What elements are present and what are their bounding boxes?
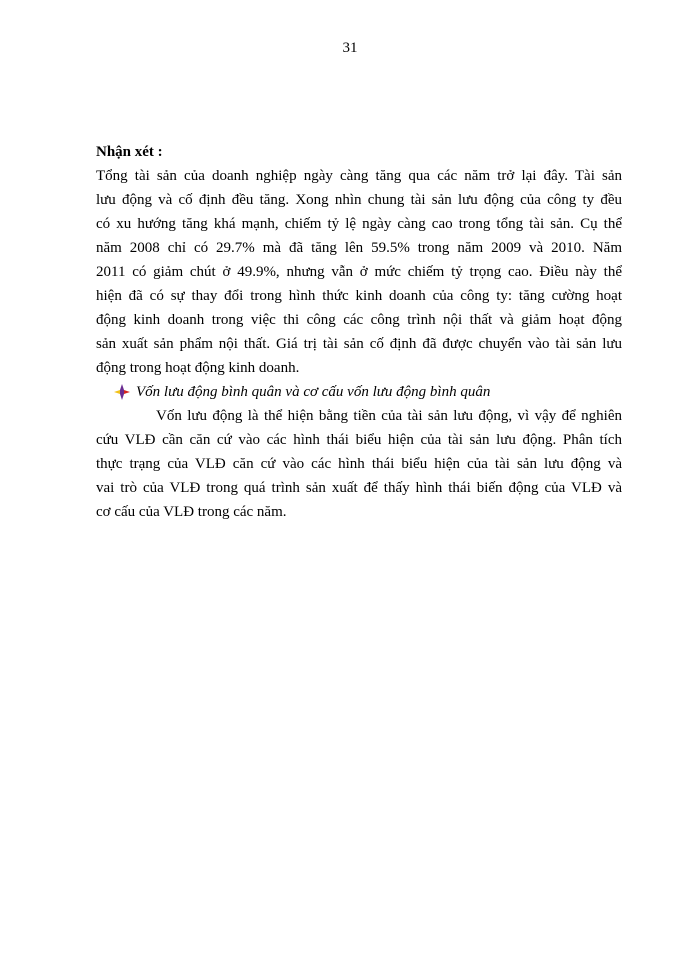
text-line: Vốn lưu động là thể hiện bằng tiền của tài sản lưu động, vì vậy để nghiên bbox=[156, 408, 622, 424]
section-heading: Nhận xét : bbox=[96, 144, 163, 160]
text-line: thực trạng của VLĐ căn cứ vào các hình thái biểu hiện của tài sản lưu động và bbox=[96, 456, 622, 472]
text-line: động trong hoạt động kinh doanh. bbox=[96, 360, 300, 376]
text-line: động kinh doanh trong việc thi công các công trình nội thất và giảm hoạt động bbox=[96, 312, 622, 328]
text-line: có xu hướng tăng khá mạnh, chiếm tỷ lệ ngày càng cao trong tổng tài sản. Cụ thể bbox=[96, 216, 622, 232]
sub-heading bbox=[96, 380, 622, 404]
text-line: hiện đã có sự thay đổi trong hình thức kinh doanh của công ty: tăng cường hoạt bbox=[96, 288, 622, 304]
text-line: cứu VLĐ cần căn cứ vào các hình thái biểu hiện của tài sản lưu động. Phân tích bbox=[96, 432, 622, 448]
text-line: cơ cấu của VLĐ trong các năm. bbox=[96, 504, 287, 520]
text-line: 2011 có giảm chút ở 49.9%, nhưng vẫn ở mức chiếm tỷ trọng cao. Điều này thể bbox=[96, 264, 622, 280]
page-number: 31 bbox=[342, 40, 358, 56]
four-arrows-icon bbox=[114, 384, 130, 400]
page-content bbox=[96, 140, 622, 524]
paragraph-working-capital bbox=[96, 404, 622, 524]
text-line: Tổng tài sản của doanh nghiệp ngày càng tăng qua các năm trở lại đây. Tài sản bbox=[96, 168, 622, 184]
text-line: vai trò của VLĐ trong quá trình sản xuất để thấy hình thái biến động của VLĐ và bbox=[96, 480, 622, 496]
text-line: năm 2008 chỉ có 29.7% mà đã tăng lên 59.5% trong năm 2009 và 2010. Năm bbox=[96, 240, 622, 256]
paragraph-summary bbox=[96, 164, 622, 380]
sub-heading-text: Vốn lưu động bình quân và cơ cấu vốn lưu động bình quân bbox=[136, 384, 491, 400]
text-line: sản xuất sản phẩm nội thất. Giá trị tài sản cố định đã được chuyển vào tài sản lưu bbox=[96, 336, 622, 352]
text-line: lưu động và cố định đều tăng. Xong nhìn chung tài sản lưu động của công ty đều bbox=[96, 192, 622, 208]
